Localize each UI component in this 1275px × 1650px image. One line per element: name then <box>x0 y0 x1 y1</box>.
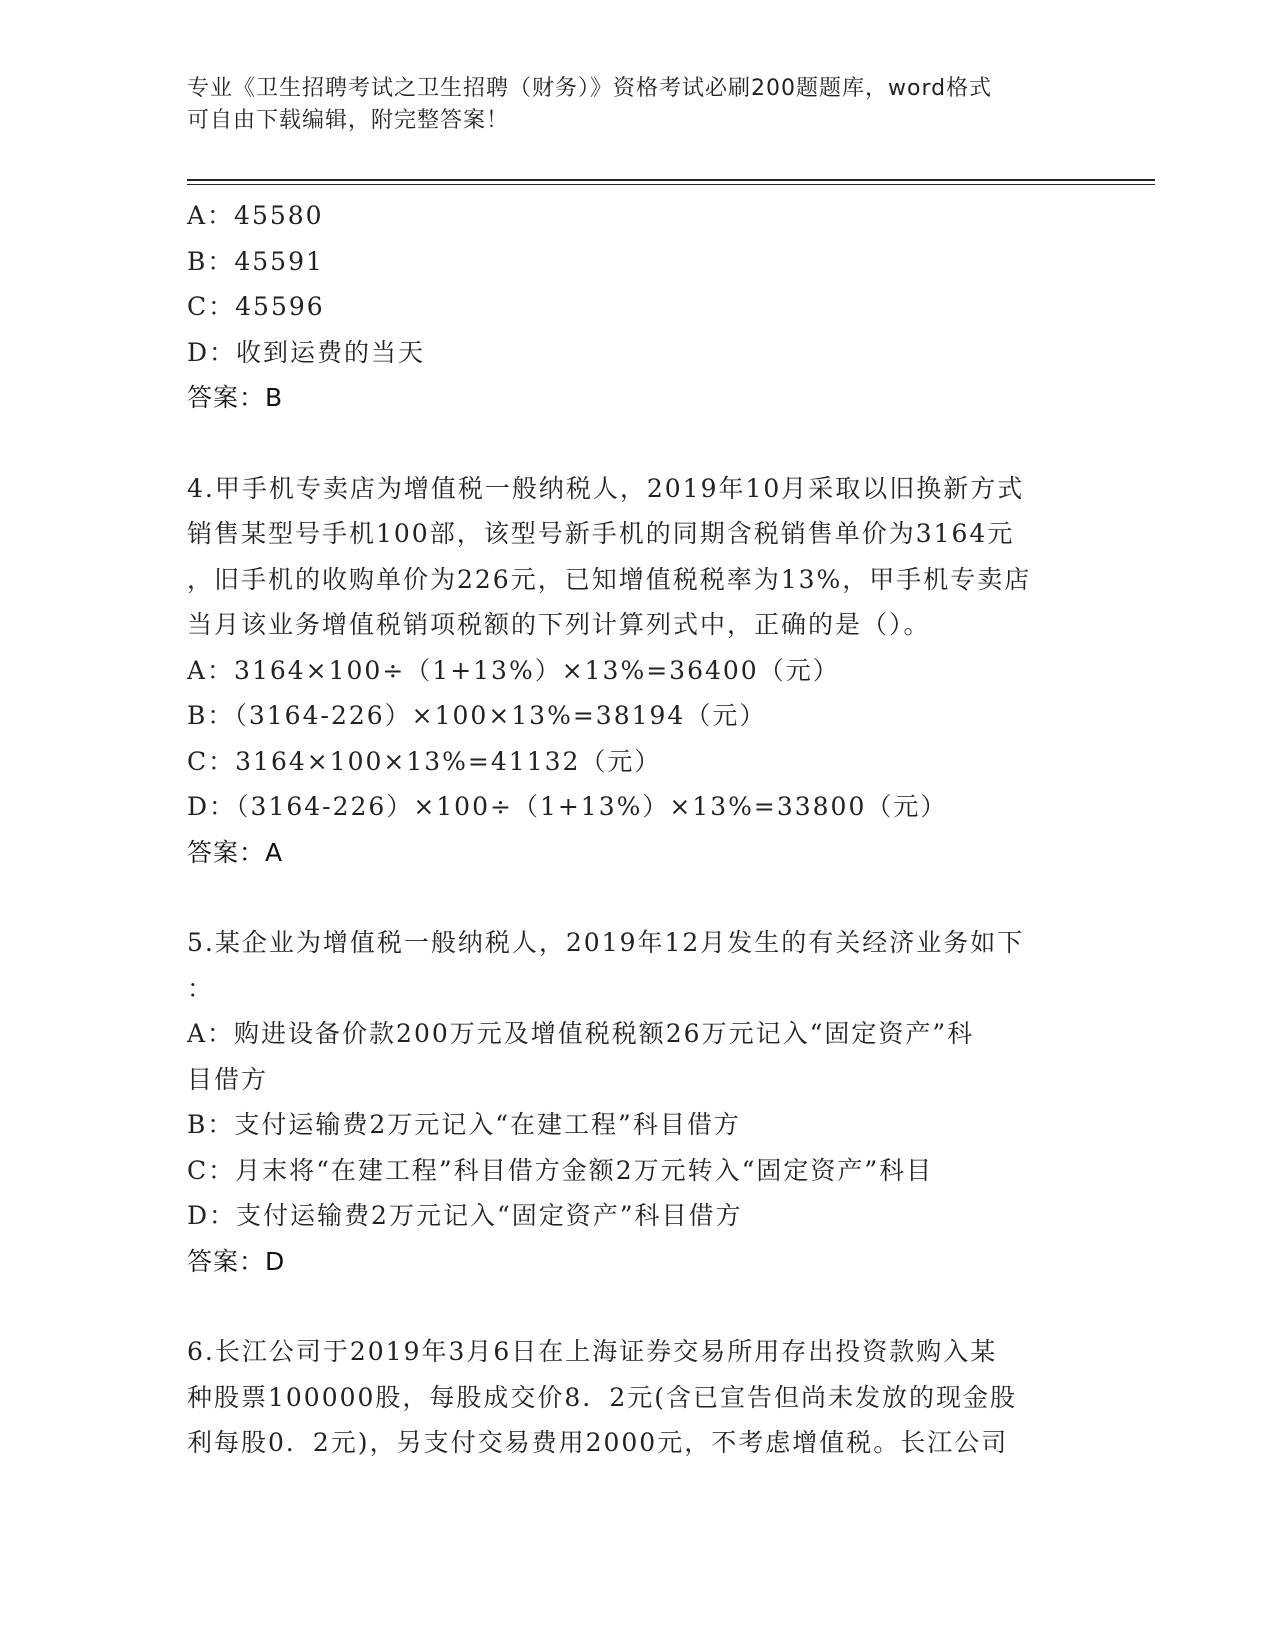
option-a: A：45580 <box>187 201 324 230</box>
option-b: B：（3164-226）×100×13%=38194（元） <box>187 701 767 730</box>
document-body <box>187 193 1087 1466</box>
option-d: D：（3164-226）×100÷（1+13%）×13%=33800（元） <box>187 792 948 821</box>
question-stem-line: 利每股0．2元)，另支付交易费用2000元，不考虑增值税。长江公司 <box>187 1428 1009 1457</box>
question-6 <box>187 1329 1087 1466</box>
question-4 <box>187 466 1087 876</box>
answer: 答案：D <box>187 1246 286 1276</box>
document-header <box>187 73 1087 137</box>
option-a: A：购进设备价款200万元及增值税税额26万元记入“固定资产”科 <box>187 1019 975 1048</box>
header-rule-thin <box>187 184 1155 185</box>
question-stem-line: ，旧手机的收购单价为226元，已知增值税税率为13%，甲手机专卖店 <box>187 564 1032 594</box>
option-a-continued: 目借方 <box>187 1064 269 1094</box>
header-line-2: 可自由下载编辑，附完整答案！ <box>187 108 510 133</box>
question-stem-line: 销售某型号手机100部，该型号新手机的同期含税销售单价为3164元 <box>187 519 1015 548</box>
question-stem-line: 种股票100000股，每股成交价8．2元(含已宣告但尚未发放的现金股 <box>187 1382 1018 1412</box>
answer: 答案：B <box>187 383 284 412</box>
option-b: B：支付运输费2万元记入“在建工程”科目借方 <box>187 1110 741 1139</box>
option-c: C：月末将“在建工程”科目借方金额2万元转入“固定资产”科目 <box>187 1155 934 1185</box>
option-d: D：支付运输费2万元记入“固定资产”科目借方 <box>187 1201 743 1230</box>
question-stem-line: ： <box>187 973 215 1003</box>
question-stem-line: 6.长江公司于2019年3月6日在上海证券交易所用存出投资款购入某 <box>187 1337 998 1366</box>
header-rule-thick <box>187 179 1155 181</box>
answer: 答案：A <box>187 837 284 867</box>
question-3 <box>187 193 1087 421</box>
question-stem-line: 5.某企业为增值税一般纳税人，2019年12月发生的有关经济业务如下 <box>187 928 1025 957</box>
question-stem-line: 当月该业务增值税销项税额的下列计算列式中，正确的是（）。 <box>187 610 931 639</box>
option-c: C：45596 <box>187 292 325 321</box>
question-stem-line: 4.甲手机专卖店为增值税一般纳税人，2019年10月采取以旧换新方式 <box>187 473 1025 503</box>
option-b: B：45591 <box>187 246 324 276</box>
question-5 <box>187 920 1087 1284</box>
header-line-1: 专业《卫生招聘考试之卫生招聘（财务）》资格考试必刷200题题库，word格式 <box>187 76 993 101</box>
option-d: D：收到运费的当天 <box>187 337 426 367</box>
option-a: A：3164×100÷（1+13%）×13%=36400（元） <box>187 655 840 685</box>
option-c: C：3164×100×13%=41132（元） <box>187 746 662 776</box>
